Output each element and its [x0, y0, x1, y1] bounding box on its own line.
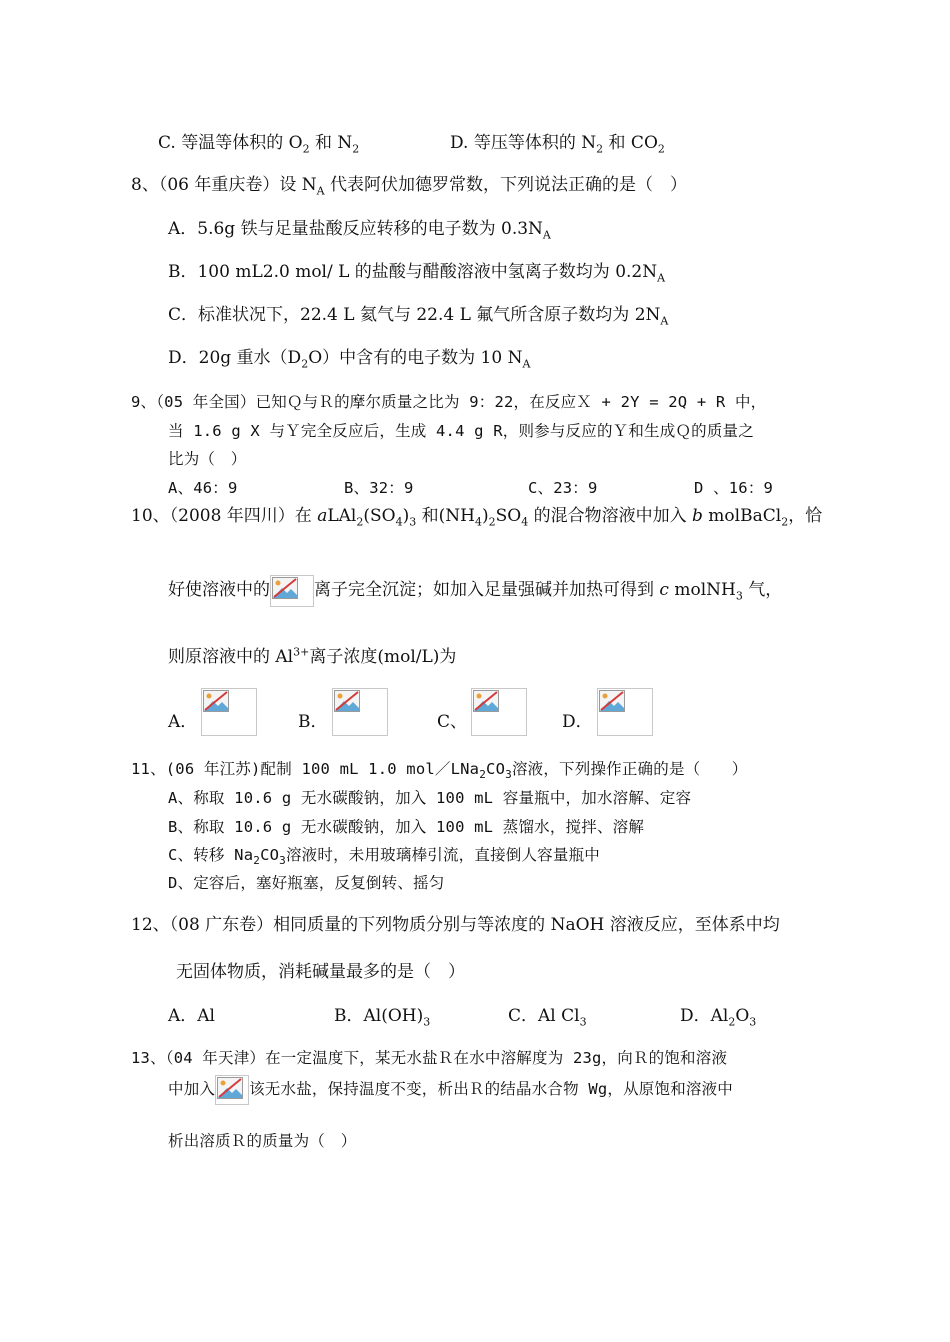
text: molNH [668, 580, 736, 600]
subscript: 3 [409, 515, 417, 529]
q9-stem-line2: 当 1.6 g X 与Ｙ完全反应后，生成 4.4 g R，则参与反应的Ｙ和生成Ｑ的质量之 [168, 422, 754, 440]
text: O [735, 1006, 750, 1026]
q10-stem-line3 [168, 646, 456, 668]
text: ，恰 [788, 506, 823, 526]
subscript: 2 [352, 142, 360, 156]
text: CO [486, 760, 506, 778]
italic-var: b [692, 506, 703, 526]
subscript: A [660, 314, 669, 328]
subscript: 4 [521, 515, 529, 529]
option-label: B． [298, 711, 328, 732]
q10-option-d [562, 688, 653, 736]
subscript: 2 [356, 515, 364, 529]
text: CO [260, 846, 280, 864]
q8-option-c [168, 304, 668, 326]
text: LAl [327, 506, 357, 526]
italic-var: c [659, 580, 669, 600]
subscript: 4 [474, 515, 482, 529]
q8-option-a [168, 218, 551, 240]
text: A．5.6g 铁与足量盐酸反应转移的电子数为 0.3N [168, 219, 543, 239]
text: B．100 mL2.0 mol/ L 的盐酸与醋酸溶液中氢离子数均为 0.2N [168, 262, 658, 282]
q11-option-b: B、称取 10.6 g 无水碳酸钠，加入 100 mL 蒸馏水，搅拌、溶解 [168, 818, 645, 836]
text: 代表阿伏加德罗常数，下列说法正确的是（ ） [324, 175, 687, 195]
text: O）中含有的电子数为 10 N [308, 348, 523, 368]
text: 离子完全沉淀；如加入足量强碱并加热可得到 [314, 580, 660, 600]
q10-stem-line1 [131, 505, 822, 527]
q11-option-c [168, 844, 600, 866]
q12-option-b [334, 1005, 430, 1027]
text: 则原溶液中的 Al [168, 647, 294, 667]
q11-option-a: A、称取 10.6 g 无水碳酸钠，加入 100 mL 容量瓶中，加水溶解、定容 [168, 789, 692, 807]
text: 中加入 [168, 1080, 216, 1098]
q9-stem-line1: 9、（05 年全国）已知Ｑ与Ｒ的摩尔质量之比为 9：22，在反应Ｘ + 2Y = 2Q + R 中， [131, 393, 767, 411]
subscript: 2 [302, 142, 310, 156]
q9-option-a: A、46：9 [168, 479, 238, 497]
text: 该无水盐，保持温度不变，析出Ｒ的结晶水合物 Wg，从原饱和溶液中 [249, 1080, 734, 1098]
q7-option-d [450, 132, 665, 154]
text: D．Al [680, 1006, 729, 1026]
q13-stem-line3: 析出溶质Ｒ的质量为（ ） [168, 1132, 357, 1150]
superscript: 3+ [293, 645, 310, 659]
q12-option-a: A．Al [168, 1006, 215, 1026]
broken-image-icon [332, 688, 388, 736]
q12-option-c [508, 1005, 587, 1027]
text: 气， [742, 580, 783, 600]
subscript: A [316, 184, 325, 198]
option-label: A． [168, 711, 198, 732]
subscript: 2 [301, 357, 309, 371]
text: 8、（06 年重庆卷）设 N [131, 175, 317, 195]
text: 10、（2008 年四川）在 [131, 506, 318, 526]
broken-image-icon [597, 688, 653, 736]
subscript: 2 [479, 768, 487, 782]
subscript: A [522, 357, 531, 371]
q10-option-b [298, 688, 388, 736]
text: 的混合物溶液中加入 [528, 506, 693, 526]
text: B．Al(OH) [334, 1006, 424, 1026]
text: 和(NH [416, 506, 475, 526]
q12-stem-line1: 12、（08 广东卷）相同质量的下列物质分别与等浓度的 NaOH 溶液反应，至体系中均 [131, 915, 780, 935]
broken-image-icon [471, 688, 527, 736]
subscript: 2 [596, 142, 604, 156]
q9-stem-line3: 比为（ ） [168, 450, 247, 468]
text: 溶液时，未用玻璃棒引流，直接倒人容量瓶中 [285, 846, 600, 864]
subscript: 3 [749, 1015, 757, 1029]
subscript: 2 [657, 142, 665, 156]
subscript: A [657, 271, 666, 285]
subscript: 4 [395, 515, 403, 529]
q13-stem-line1: 13、（04 年天津）在一定温度下，某无水盐Ｒ在水中溶解度为 23g，向Ｒ的饱和溶液 [131, 1049, 728, 1067]
q8-option-b [168, 261, 665, 283]
q10-option-c [437, 688, 527, 736]
italic-var: a [317, 506, 328, 526]
text: D. 等压等体积的 N [450, 133, 597, 153]
q13-stem-line2 [168, 1074, 733, 1105]
q8-option-d [168, 347, 530, 369]
subscript: A [542, 228, 551, 242]
subscript: 2 [728, 1015, 736, 1029]
option-label: C、 [437, 711, 468, 732]
q12-stem-line2: 无固体物质，消耗碱量最多的是（ ） [176, 962, 465, 982]
text: 好使溶液中的 [168, 580, 270, 600]
text: (SO [363, 506, 396, 526]
q11-stem [131, 758, 747, 780]
q11-option-d: D、定容后，塞好瓶塞，反复倒转、摇匀 [168, 874, 445, 892]
q10-option-a [168, 688, 257, 736]
text: ) [481, 506, 489, 526]
broken-image-icon [201, 688, 257, 736]
q9-option-c: C、23：9 [528, 479, 598, 497]
text: C．标准状况下，22.4 L 氦气与 22.4 L 氟气所含原子数均为 2N [168, 305, 661, 325]
broken-image-icon [270, 575, 314, 607]
broken-image-icon [215, 1075, 249, 1105]
subscript: 3 [579, 1015, 587, 1029]
q8-stem [131, 174, 687, 196]
subscript: 3 [735, 589, 743, 603]
text: 离子浓度(mol/L)为 [309, 647, 457, 667]
text: C、转移 Na [168, 846, 254, 864]
subscript: 3 [279, 854, 286, 868]
subscript: 2 [488, 515, 496, 529]
text: C．Al Cl [508, 1006, 580, 1026]
text: molBaCl [702, 506, 782, 526]
q9-option-d: D 、16：9 [694, 479, 774, 497]
subscript: 2 [253, 854, 261, 868]
q9-option-b: B、32：9 [344, 479, 414, 497]
text: 和 CO [603, 133, 658, 153]
subscript: 3 [505, 768, 512, 782]
option-label: D． [562, 711, 593, 732]
text: 和 N [309, 133, 353, 153]
subscript: 3 [423, 1015, 431, 1029]
q10-stem-line2 [168, 572, 782, 608]
text: SO [495, 506, 522, 526]
q7-option-c [158, 132, 359, 154]
text: ) [402, 506, 410, 526]
subscript: 2 [781, 515, 789, 529]
text: 11、(06 年江苏)配制 100 mL 1.0 mol／LNa [131, 760, 480, 778]
q12-option-d [680, 1005, 756, 1027]
text: C. 等温等体积的 O [158, 133, 303, 153]
text: 溶液，下列操作正确的是（ ） [511, 760, 748, 778]
text: D．20g 重水（D [168, 348, 302, 368]
